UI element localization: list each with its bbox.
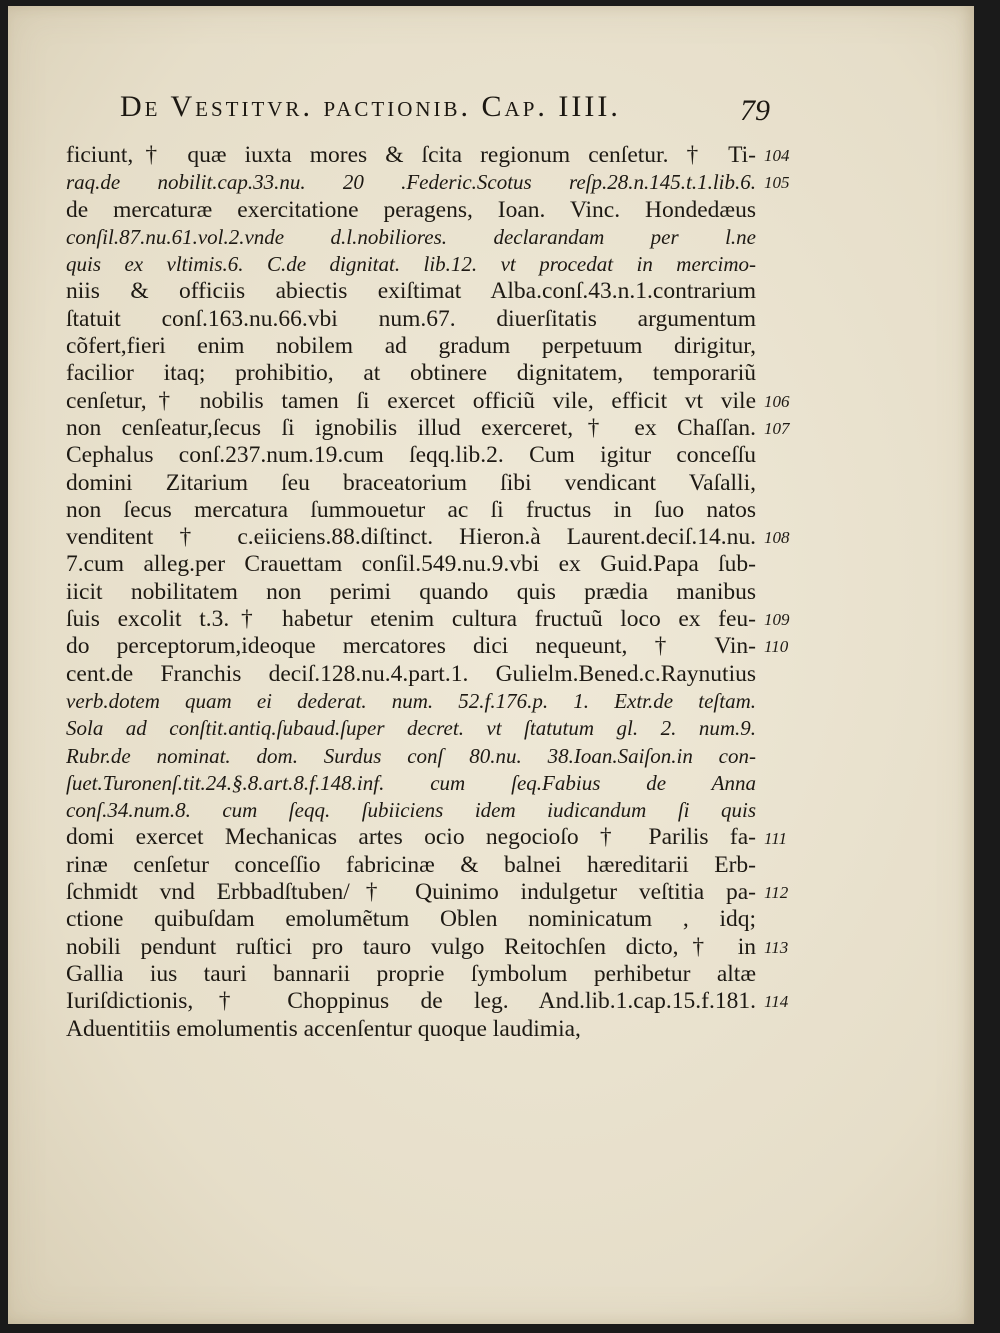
margin-note-number: 110: [764, 637, 789, 657]
text-line: Cephalus conſ.237.num.19.cum ſeqq.lib.2. Cum igitur conceſſu: [66, 442, 756, 469]
margin-note-number: 106: [764, 391, 790, 411]
text-line: 7.cum alleg.per Crauettam conſil.549.nu.9.vbi ex Guid.Papa ſub-: [66, 551, 756, 578]
text-line: facilior itaq; prohibitio, at obtinere dignitatem, temporariũ: [66, 360, 756, 387]
margin-note-number: 104: [764, 146, 790, 165]
text-line: ctione quibuſdam emolumẽtum Oblen nominicatum , idq;: [66, 906, 756, 933]
text-line: Gallia ius tauri bannarii proprie ſymbolum perhibetur altæ: [66, 960, 756, 987]
text-line: non cenſeatur,ſecus ſi ignobilis illud exerceret,† ex Chaſſan.: [66, 414, 756, 441]
text-line: niis & officiis abiectis exiſtimat Alba.conſ.43.n.1.contrarium: [66, 278, 756, 305]
text-line: domi exercet Mechanicas artes ocio negocioſo † Parilis fa-: [66, 824, 756, 851]
text-line: ſtatuit conſ.163.nu.66.vbi num.67. diuerſitatis argumentum: [66, 305, 756, 332]
text-line: ſuis excolit t.3.† habetur etenim cultura fructuũ loco ex feu-: [66, 606, 756, 633]
running-header: [120, 90, 770, 138]
text-line: cenſetur,† nobilis tamen ſi exercet officiũ vile, efficit vt vile: [66, 387, 756, 414]
text-line: venditent † c.eiiciens.88.diſtinct. Hieron.à Laurent.deciſ.14.nu.: [66, 524, 756, 551]
margin-note-number: 109: [764, 610, 790, 630]
text-line: rinæ cenſetur conceſſio fabricinæ & balnei hæreditarii Erb-: [66, 851, 756, 878]
margin-note-number: 105: [764, 173, 790, 193]
margin-note-number: 114: [764, 992, 789, 1012]
text-line: ficiunt,† quæ iuxta mores & ſcita regionum cenſetur. † Ti-: [66, 142, 756, 168]
text-line: raq.de nobilit.cap.33.nu. 20 .Federic.Scotus reſp.28.n.145.t.1.lib.6.: [66, 170, 756, 195]
text-line: nobili pendunt ruſtici pro tauro vulgo Reitochſen dicto,† in: [66, 933, 756, 960]
text-line: domini Zitarium ſeu braceatorium ſibi vendicant Vaſalli,: [66, 469, 756, 496]
text-line: cõfert,fieri enim nobilem ad gradum perpetuum dirigitur,: [66, 333, 756, 360]
text-line: ſchmidt vnd Erbbadſtuben/† Quinimo indulgetur veſtitia pa-: [66, 879, 756, 906]
text-line: conſ.34.num.8. cum ſeqq. ſubiiciens idem iudicandum ſi quis: [66, 798, 756, 823]
book-page: [8, 6, 974, 1324]
text-line: conſil.87.nu.61.vol.2.vnde d.l.nobiliores. declarandam per l.ne: [66, 224, 756, 249]
text-line: Sola ad conſtit.antiq.ſubaud.ſuper decret. vt ſtatutum gl. 2. num.9.: [66, 716, 756, 741]
text-line: Rubr.de nominat. dom. Surdus conſ 80.nu. 38.Ioan.Saiſon.in con-: [66, 743, 756, 768]
text-body: [66, 142, 756, 1043]
margin-note-number: 108: [764, 528, 790, 548]
text-line: Aduentitiis emolumentis accenſentur quoque laudimia,: [66, 1015, 581, 1042]
running-title: De Vestitvr. pactionib. Cap. IIII.: [120, 90, 621, 123]
margin-note-number: 113: [764, 937, 789, 957]
margin-note-number: 107: [764, 419, 790, 438]
text-line: verb.dotem quam ei dederat. num. 52.f.176.p. 1. Extr.de teſtam.: [66, 688, 756, 713]
page-number: 79: [740, 94, 770, 127]
margin-note-number: 111: [764, 828, 787, 848]
text-line: non ſecus mercatura ſummouetur ac ſi fructus in ſuo natos: [66, 496, 756, 523]
margin-note-number: 112: [764, 883, 789, 903]
text-line: cent.de Franchis deciſ.128.nu.4.part.1. Gulielm.Bened.c.Raynutius: [66, 660, 756, 687]
text-line: de mercaturæ exercitatione peragens, Ioan. Vinc. Hondedæus: [66, 196, 756, 223]
text-line: Iuriſdictionis,† Choppinus de leg. And.lib.1.cap.15.f.181.: [66, 988, 756, 1015]
text-line: iicit nobilitatem non perimi quando quis prædia manibus: [66, 578, 756, 605]
text-line: do perceptorum,ideoque mercatores dici nequeunt, † Vin-: [66, 633, 756, 660]
text-line: quis ex vltimis.6. C.de dignitat. lib.12. vt procedat in mercimo-: [66, 252, 756, 277]
text-line: ſuet.Turonenſ.tit.24.§.8.art.8.f.148.inf. cum ſeq.Fabius de Anna: [66, 770, 756, 795]
